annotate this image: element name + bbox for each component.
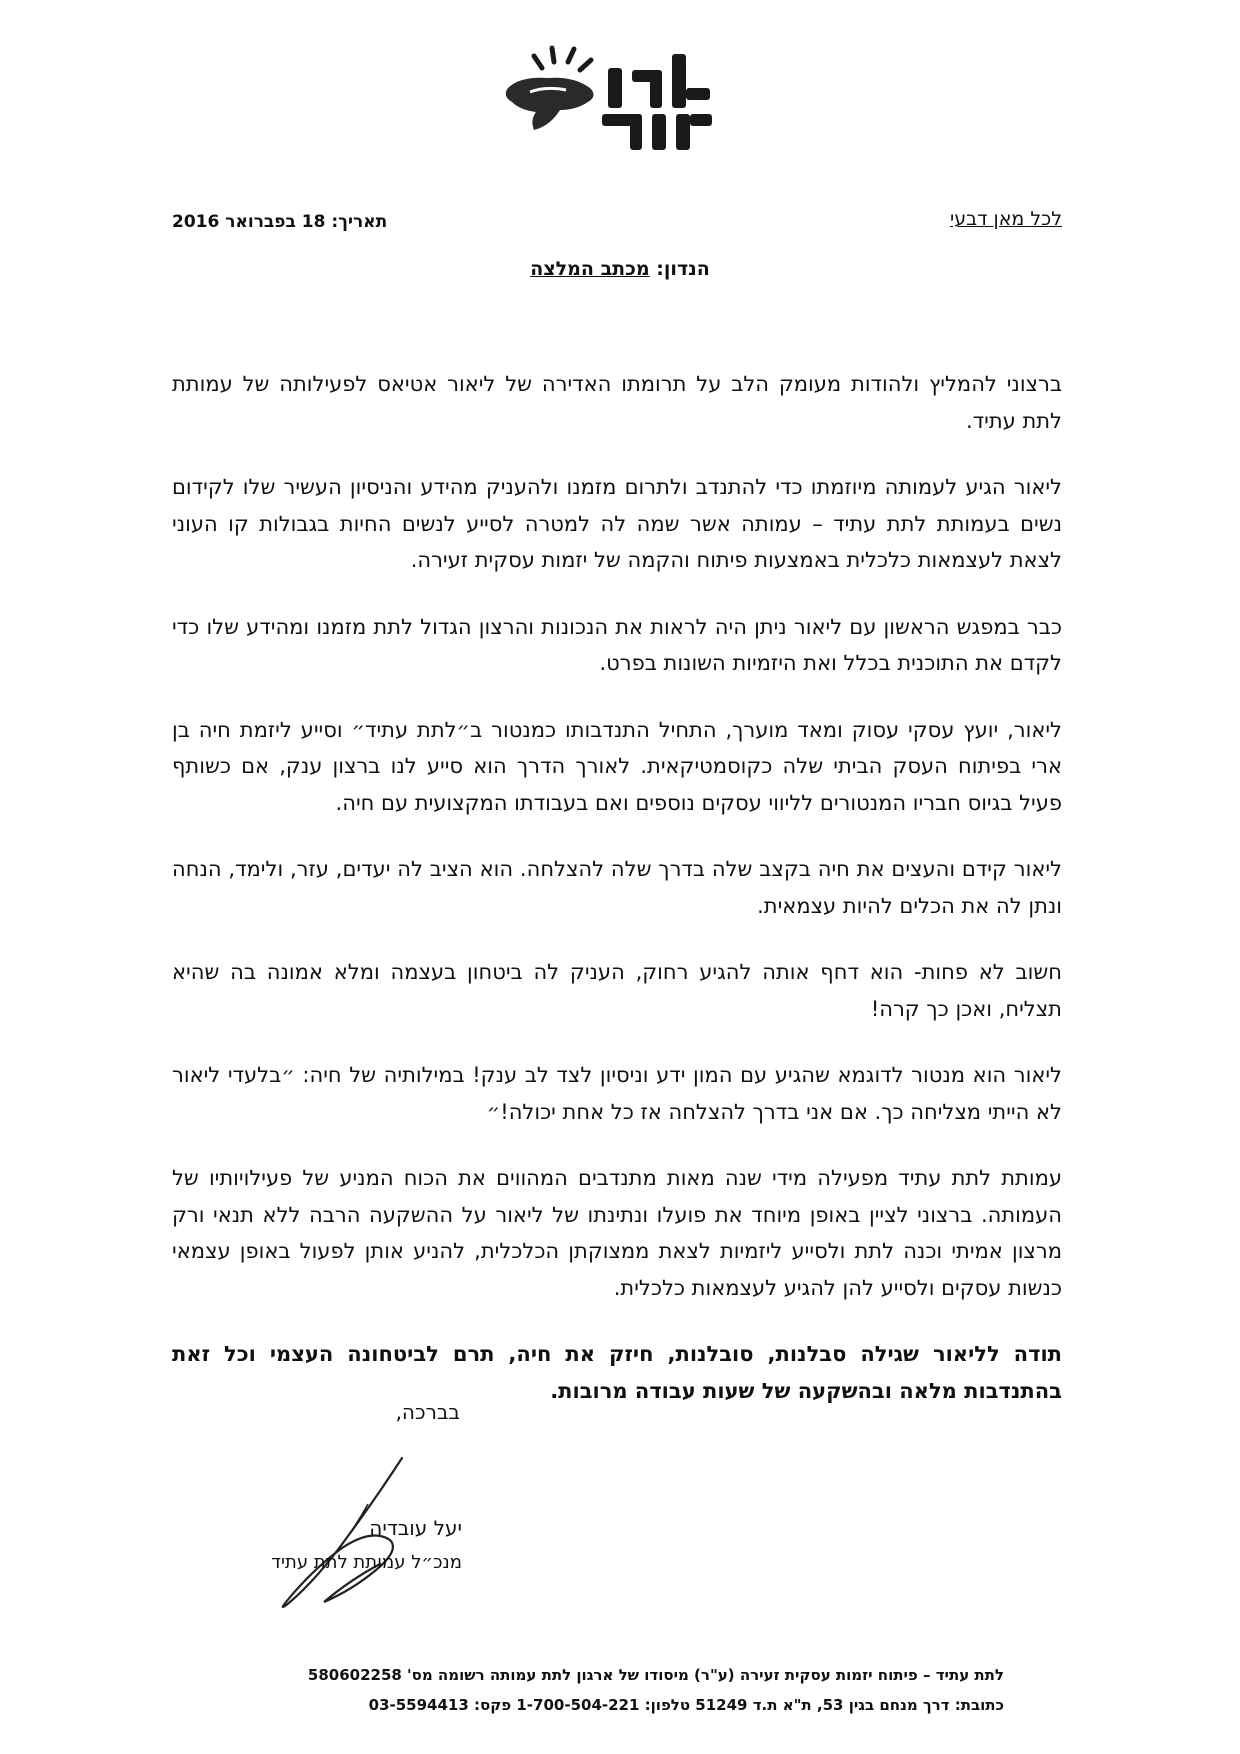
hand-sun-icon: [490, 40, 730, 160]
footer-line-organization: לתת עתיד – פיתוח יזמות עסקית זעירה (ע"ר) מיסודו של ארגון לתת עמותה רשומה מס' 580602258: [307, 1666, 1004, 1684]
body-paragraph: ליאור, יועץ עסקי עסוק ומאד מוערך, התחיל התנדבותו כמנטור ב״לתת עתיד״ וסייע ליזמת חיה בן ארי בפיתוח העסק הביתי שלה כקוסמטיקאית. לאורך הדרך הוא סייע לנו ברצון ענק, אם כשותף פעיל בגיוס חבריו המנטורים לליווי עסקים נוספים ואם בעבודתו המקצועית עם חיה.: [172, 717, 1062, 815]
subject-title: מכתב המלצה: [530, 258, 650, 280]
letterhead-logo: [490, 40, 730, 160]
body-paragraph: חשוב לא פחות- הוא דחף אותה להגיע רחוק, העניק לה ביטחון בעצמה ומלא אמונה בה שהיא תצליח, ואכן כך קרה!: [172, 960, 1062, 1021]
body-paragraph: ליאור הגיע לעמותה מיוזמתו כדי להתנדב ולתרום מזמנו ולהעניק מהידע והניסיון העשיר שלו לקידום נשים בעמותת לתת עתיד – עמותה אשר שמה לה למטרה לסייע לנשים החיות בגבולות קו העוני לצאת לעצמאות כלכלית באמצעות פיתוח והקמה של יזמות עסקית זעירה.: [172, 475, 1062, 572]
letter-body: [172, 366, 1062, 1439]
letter-date: תאריך: 18 בפברואר 2016: [172, 212, 388, 232]
body-paragraph: ברצוני להמליץ ולהודות מעומק הלב על תרומתו האדירה של ליאור אטיאס לפעילותה של עמותת לתת עתיד.: [172, 372, 1062, 433]
footer: [144, 1660, 1004, 1720]
signer-title: מנכ״ל עמותת לתת עתיד: [271, 1552, 462, 1573]
subject-line: [0, 258, 1240, 280]
body-paragraph: תודה לליאור שגילה סבלנות, סובלנות, חיזק את חיה, תרם לביטחונה העצמי וכל זאת בהתנדבות מלאה ובהשקעה של שעות עבודה מרובות.: [172, 1342, 1062, 1403]
body-paragraph: כבר במפגש הראשון עם ליאור ניתן היה לראות את הנכונות והרצון הגדול לתת מזמנו ומהידע שלו כדי לקדם את התוכנית בכלל ואת היזמיות השונות בפרט.: [172, 614, 1062, 675]
body-paragraph: עמותת לתת עתיד מפעילה מידי שנה מאות מתנדבים המהווים את הכוח המניע של פעילויותיו של העמותה. ברצוני לציין באופן מיוחד את פועלו ונתינתו של ליאור על ההשקעה הרבה ללא תנאי ורק מרצון אמיתי וכנה לתת ולסייע ליזמיות לצאת ממצוקתן הכלכלית, להניע אותן לפעול באופן עצמאי כנשות עסקים ולסייע להן להגיע לעצמאות כלכלית.: [172, 1166, 1062, 1300]
subject-label: הנדון:: [656, 258, 710, 280]
closing-salutation: בברכה,: [395, 1400, 460, 1424]
body-paragraph: ליאור קידם והעצים את חיה בקצב שלה בדרך שלה להצלחה. הוא הציב לה יעדים, עזר, ולימד, הנחה ונתן לה את הכלים להיות עצמאית.: [172, 857, 1062, 918]
recipient-line: לכל מאן דבעי: [949, 208, 1062, 230]
body-paragraph: ליאור הוא מנטור לדוגמא שהגיע עם המון ידע וניסיון לצד לב ענק! במילותיה של חיה: ״בלעדי ליאור לא הייתי מצליחה כך. אם אני בדרך להצלחה אז כל אחת יכולה!״: [172, 1063, 1062, 1124]
footer-line-contact: כתובת: דרך מנחם בגין 53, ת"א ת.ד 51249 טלפון: 1-700-504-221 פקס: 03-5594413: [368, 1696, 1004, 1714]
signer-name: יעל עובדיה: [369, 1516, 462, 1540]
